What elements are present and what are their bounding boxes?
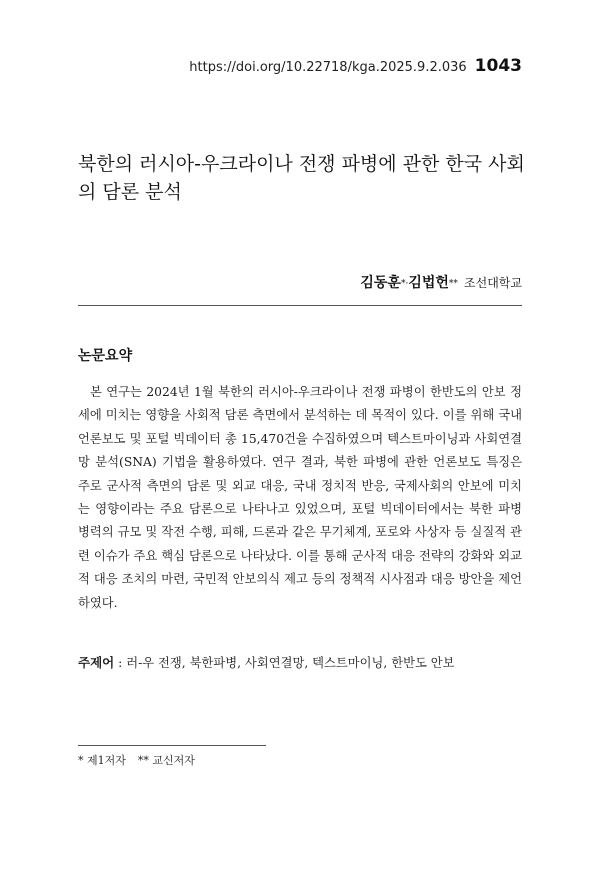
keywords-line (78, 651, 522, 675)
footnote (78, 752, 195, 768)
author-2-name: 김법헌 (408, 275, 449, 291)
keywords-label: 주제어 (78, 655, 115, 670)
footnote-divider (78, 745, 266, 746)
abstract-heading: 논문요약 (78, 348, 133, 364)
footnote-corresponding-author: ** 교신저자 (137, 754, 195, 767)
author-line (360, 272, 522, 292)
doi-link[interactable]: https://doi.org/10.22718/kga.2025.9.2.036 (189, 60, 467, 75)
keywords-colon: : (114, 656, 127, 670)
affiliation: 조선대학교 (464, 276, 522, 290)
author-1-mark: * (400, 279, 406, 289)
footnote-first-author: * 제1저자 (78, 754, 126, 767)
title-divider (78, 305, 522, 306)
keywords-text: 러-우 전쟁, 북한파병, 사회연결망, 텍스트마이닝, 한반도 안보 (126, 656, 455, 670)
author-2-mark: ** (448, 279, 458, 289)
abstract-body: 본 연구는 2024년 1월 북한의 러시아-우크라이나 전쟁 파병이 한반도의 안보 정세에 미치는 영향을 사회적 담론 측면에서 분석하는 데 목적이 있다. 이를 위해 국내 언론보도 및 포털 빅데이터 총 15,470건을 수집하였으며 텍스트마이닝과 사회연결망 분석(SNA) 기법을 활용하였다. 연구 결과, 북한 파병에 관한 언론보도 특징은 주로 군사적 측면의 담론 및 외교 대응, 국내 정치적 반응, 국제사회의 안보에 미치는 영향이라는 주요 담론으로 나타나고 있었으며, 포털 빅데이터에서는 북한 파병 병력의 규모 및 작전 수행, 피해, 드론과 같은 무기체계, 포로와 사상자 등 실질적 관련 이슈가 주요 핵심 담론으로 나타났다. 이를 통해 군사적 대응 전략의 강화와 외교적 대응 조치의 마련, 국민적 안보의식 제고 등의 정책적 시사점과 대응 방안을 제언하였다. (78, 385, 522, 610)
author-separator: · (405, 279, 409, 289)
paper-title: 북한의 러시아-우크라이나 전쟁 파병에 관한 한국 사회의 담론 분석 (78, 153, 525, 203)
page-number: 1043 (474, 56, 522, 76)
page-header (189, 56, 522, 76)
author-1-name: 김동훈 (360, 275, 401, 291)
